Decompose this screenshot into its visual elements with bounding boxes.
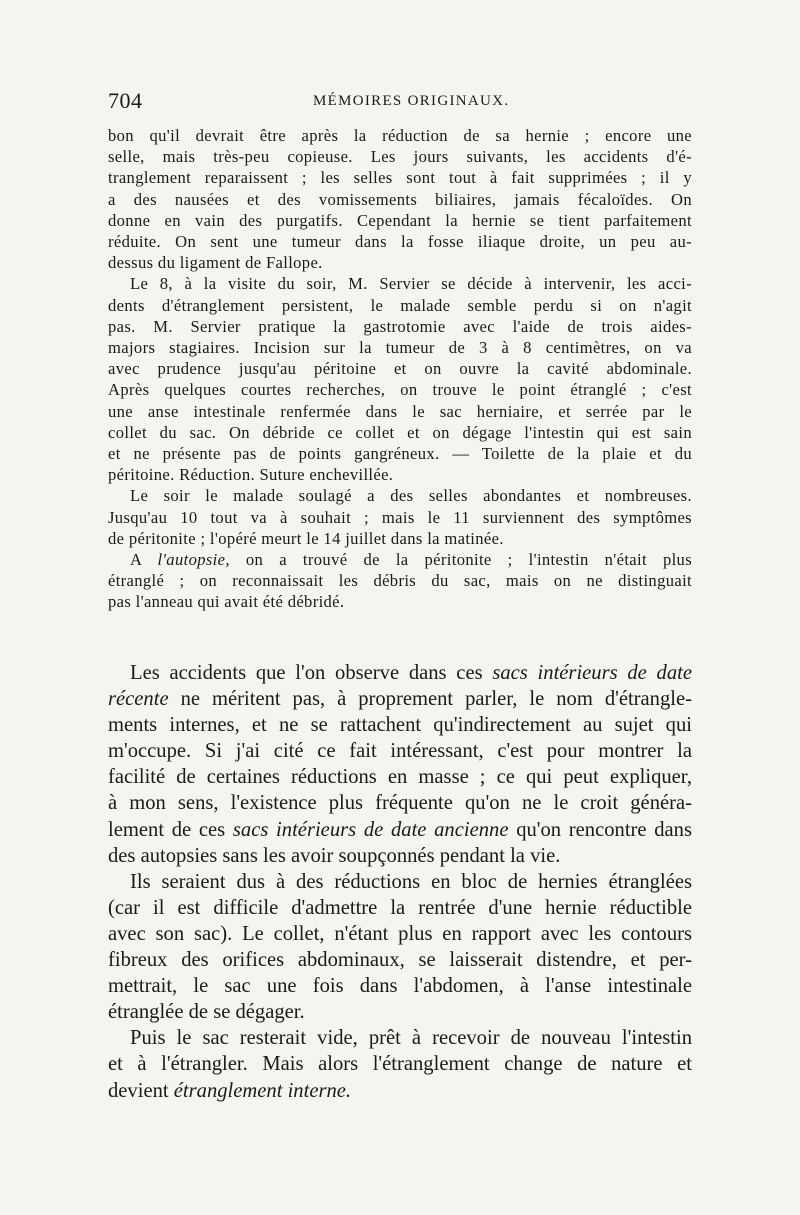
italic-term: sacs intérieurs de date	[492, 662, 692, 684]
text-line: (car il est difficile d'admettre la rentrée d'une hernie réductible	[108, 896, 692, 919]
running-title: MÉMOIRES ORIGINAUX.	[313, 93, 510, 109]
text-line: et ne présente pas de points gangréneux. — Toilette de la plaie et du	[108, 444, 692, 464]
text-line: tranglement reparaissent ; les selles sont tout à fait supprimées ; il y	[108, 168, 692, 188]
text-line: Puis le sac resterait vide, prêt à recevoir de nouveau l'intestin	[130, 1027, 692, 1050]
text-line: facilité de certaines réductions en masse ; ce qui peut expliquer,	[108, 766, 692, 789]
text-line: Le soir le malade soulagé a des selles abondantes et nombreuses.	[130, 486, 692, 506]
italic-term: récente	[108, 688, 169, 711]
text-line: a des nausées et des vomissements biliaires, jamais fécaloïdes. On	[108, 189, 692, 209]
text-line: une anse intestinale renfermée dans le sac herniaire, et serrée par le	[108, 401, 692, 421]
page-header	[108, 88, 693, 114]
text-line: avec son sac). Le collet, n'étant plus en rapport avec les contours	[108, 922, 692, 945]
text-run: qu'on rencontre dans	[516, 818, 692, 841]
text-line: ments internes, et ne se rattachent qu'indirectement au sujet qui	[108, 714, 692, 737]
text-line: à mon sens, l'existence plus fréquente qu'on ne le croit généra-	[108, 792, 692, 815]
text-line	[108, 549, 692, 570]
text-line: mettrait, le sac une fois dans l'abdomen, à l'anse intestinale	[108, 975, 692, 998]
text-run: A	[130, 550, 142, 570]
text-line: Jusqu'au 10 tout va à souhait ; mais le 11 surviennent des symptômes	[108, 507, 692, 527]
text-line: selle, mais très-peu copieuse. Les jours suivants, les accidents d'é-	[108, 147, 692, 167]
text-line: m'occupe. Si j'ai cité ce fait intéressant, c'est pour montrer la	[108, 740, 692, 763]
text-run: Les accidents que l'on observe dans ces	[130, 662, 483, 684]
text-line: fibreux des orifices abdominaux, se laisserait distendre, et per-	[108, 949, 692, 972]
text-line: dessus du ligament de Fallope.	[108, 253, 323, 273]
italic-term: sacs intérieurs de date ancienne	[232, 818, 509, 841]
text-line: et à l'étrangler. Mais alors l'étranglement change de nature et	[108, 1053, 692, 1076]
text-line: donne en vain des purgatifs. Cependant la hernie se tient parfaitement	[108, 210, 692, 230]
text-line: bon qu'il devrait être après la réduction de sa hernie ; encore une	[108, 126, 692, 145]
text-line: des autopsies sans les avoir soupçonnés pendant la vie.	[108, 844, 561, 867]
page-number: 704	[108, 88, 143, 113]
text-line: Le 8, à la visite du soir, M. Servier se décide à intervenir, les acci-	[130, 274, 692, 294]
text-line: réduite. On sent une tumeur dans la fosse iliaque droite, un peu au-	[108, 232, 692, 252]
text-run: lement de ces	[108, 818, 226, 841]
text-line: péritoine. Réduction. Suture enchevillée.	[108, 465, 394, 485]
text-line: étranglée de se dégager.	[108, 1001, 305, 1024]
text-line	[108, 686, 692, 712]
text-run: devient	[108, 1079, 169, 1102]
text-line: Après quelques courtes recherches, on trouve le point étranglé ; c'est	[108, 380, 692, 400]
text-run: on a trouvé de la péritonite ; l'intestin n'était plus	[245, 550, 693, 570]
text-line: pas l'anneau qui avait été débridé.	[108, 592, 345, 612]
text-run: ne méritent pas, à proprement parler, le nom d'étrangle-	[180, 688, 692, 711]
text-line	[108, 817, 692, 843]
text-line: étranglé ; on reconnaissait les débris du sac, mais on ne distinguait	[108, 571, 692, 591]
italic-term: l'autopsie,	[157, 550, 230, 570]
text-line: de péritonite ; l'opéré meurt le 14 juillet dans la matinée.	[108, 528, 504, 548]
text-line: collet du sac. On débride ce collet et on dégage l'intestin qui est sain	[108, 422, 692, 442]
text-line	[108, 660, 692, 686]
italic-term: étranglement interne.	[173, 1079, 352, 1102]
text-line: dents d'étranglement persistent, le malade semble perdu si on n'agit	[108, 295, 692, 315]
text-line: majors stagiaires. Incision sur la tumeur de 3 à 8 centimètres, on va	[108, 338, 692, 358]
text-line: pas. M. Servier pratique la gastrotomie avec l'aide de trois aides-	[108, 316, 692, 336]
text-line: Ils seraient dus à des réductions en bloc de hernies étranglées	[130, 870, 692, 893]
case-report	[108, 125, 692, 613]
text-line: avec prudence jusqu'au péritoine et on ouvre la cavité abdominale.	[108, 359, 692, 379]
essay-body	[108, 660, 692, 1104]
text-line	[108, 1078, 692, 1104]
